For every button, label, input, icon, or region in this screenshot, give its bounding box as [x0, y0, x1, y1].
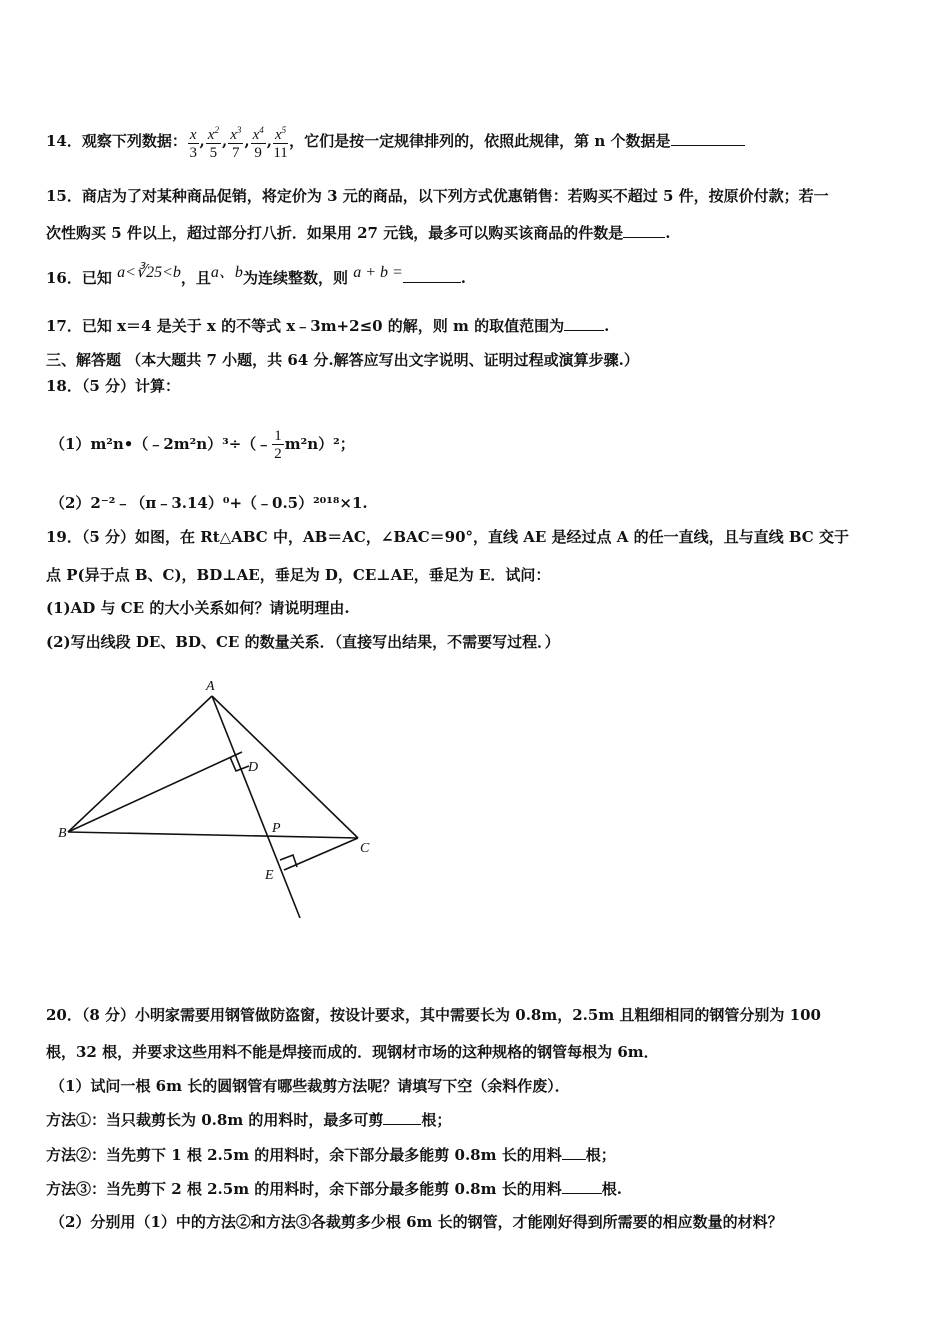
- q20-method3: [46, 1179, 622, 1199]
- q20-method2-blank[interactable]: [562, 1145, 586, 1160]
- q20-method1-end: 根；: [421, 1111, 452, 1129]
- line-CE: [284, 838, 358, 870]
- q14-fraction-exponent: 5: [281, 125, 287, 135]
- q14-fraction: [251, 122, 266, 162]
- q14-fraction-numerator: [273, 122, 288, 144]
- q14-tail: ，它们是按一定规律排列的，依照此规律，第 n 个数据是: [289, 132, 671, 150]
- q16-vars: a、b: [210, 264, 243, 281]
- q20-line2: 根，32 根，并要求这些用料不能是焊接而成的．现钢材市场的这种规格的钢管每根为 6m．: [46, 1043, 659, 1061]
- q19-sub2: (2)写出线段 DE、BD、CE 的数量关系．（直接写出结果，不需要写过程．）: [46, 633, 560, 651]
- q15-end: .: [665, 224, 671, 242]
- q14-fraction-denominator: 9: [254, 145, 262, 161]
- q15-line1: 15．商店为了对某种商品促销，将定价为 3 元的商品，以下列方式优惠销售：若购买不超过 5 件，按原价付款；若一: [46, 187, 829, 205]
- q14-fraction-denominator: 7: [232, 145, 240, 161]
- label-A: A: [206, 679, 215, 694]
- q14-answer-blank[interactable]: [671, 131, 745, 146]
- q16-mid2: 为连续整数，则: [242, 269, 348, 287]
- label-B: B: [58, 826, 67, 841]
- label-C: C: [360, 841, 370, 856]
- q16-lead: 16．已知: [46, 269, 112, 287]
- q15-text: 次性购买 5 件以上，超过部分打八折．如果用 27 元钱，最多可以购买该商品的件数是: [46, 224, 624, 242]
- q18-part1-fraction: [272, 428, 284, 463]
- q16-expression: a + b =: [353, 264, 403, 281]
- line-AE: [212, 696, 300, 918]
- q16-end: .: [460, 269, 467, 287]
- q18-part1-lead: （1）: [50, 435, 91, 453]
- q14-fraction-exponent: 3: [236, 125, 242, 135]
- q18-frac-num: 1: [274, 427, 282, 444]
- section-title: 三、解答题 （本大题共 7 小题，共 64 分.解答应写出文字说明、证明过程或演算步骤.）: [46, 351, 639, 369]
- q14-fraction: [188, 122, 199, 162]
- q20-sub1: （1）试问一根 6m 长的圆钢管有哪些裁剪方法呢？请填写下空（余料作废）．: [50, 1077, 570, 1095]
- label-E: E: [265, 868, 274, 883]
- q14-lead: 14．观察下列数据：: [46, 132, 187, 150]
- q18-part2: （2）2⁻²﹣（π﹣3.14）⁰+（﹣0.5）²⁰¹⁸×1.: [50, 494, 368, 512]
- q20-method2-end: 根；: [585, 1146, 616, 1164]
- q18-part1-expr-a: m²n•（﹣2m²n）³÷（﹣: [90, 435, 272, 453]
- q19-triangle-figure: [40, 670, 400, 940]
- label-D: D: [248, 760, 259, 775]
- q14-fraction-exponent: 4: [259, 125, 264, 135]
- q14-fraction-denominator: 3: [189, 145, 197, 161]
- q14-fraction: [206, 122, 221, 162]
- q20-method3-blank[interactable]: [562, 1179, 602, 1194]
- q18-part1-expr-b: m²n）²；: [284, 435, 355, 453]
- q19-line1: 19．（5 分）如图，在 Rt△ABC 中，AB＝AC，∠BAC＝90°，直线 AE 是经过点 A 的任一直线，且与直线 BC 交于: [46, 528, 849, 546]
- q14-fraction-denominator: 11: [273, 145, 288, 161]
- q16-inequality: a<∛25<b: [117, 264, 181, 281]
- q14-fraction: [228, 122, 243, 162]
- label-P: P: [272, 821, 281, 836]
- q17-line: [46, 316, 609, 336]
- q14-fraction-numerator: [206, 122, 221, 144]
- line-BC: [68, 832, 358, 838]
- q20-method2: [46, 1145, 616, 1165]
- q15-line2: [46, 223, 670, 243]
- q14-fraction-variable: x: [230, 127, 237, 143]
- q16-line: [46, 264, 467, 289]
- q20-method1-blank[interactable]: [383, 1110, 421, 1125]
- q19-sub1: (1)AD 与 CE 的大小关系如何？请说明理由.: [46, 599, 350, 617]
- q18-frac-den: 2: [274, 445, 282, 462]
- q14-separator: ,: [221, 132, 228, 150]
- line-BD: [68, 752, 242, 832]
- q20-method3-text: 方法③：当先剪下 2 根 2.5m 的用料时，余下部分最多能剪 0.8m 长的用料: [46, 1180, 562, 1198]
- q14-separator: ,: [244, 132, 250, 150]
- q16-mid: ，且: [180, 269, 211, 287]
- q14-separator: ,: [199, 132, 205, 150]
- q14-separator: ,: [266, 132, 272, 150]
- q14-fractions: [187, 125, 289, 161]
- q20-line1: 20．（8 分）小明家需要用钢管做防盗窗，按设计要求，其中需要长为 0.8m，2.5m 且粗细相同的钢管分别为 100: [46, 1006, 821, 1024]
- q20-method1: [46, 1110, 451, 1130]
- q14-line: [46, 122, 745, 162]
- q14-fraction-variable: x: [252, 127, 260, 143]
- q15-answer-blank[interactable]: [623, 223, 665, 238]
- q14-fraction-numerator: [188, 122, 199, 144]
- q14-fraction-variable: x: [207, 127, 215, 143]
- q14-fraction: [273, 122, 288, 162]
- q20-method1-text: 方法①：当只裁剪长为 0.8m 的用料时，最多可剪: [46, 1111, 384, 1129]
- q20-method2-text: 方法②：当先剪下 1 根 2.5m 的用料时，余下部分最多能剪 0.8m 长的用料: [46, 1146, 562, 1164]
- q16-answer-blank[interactable]: [403, 268, 461, 283]
- line-AB: [68, 696, 212, 832]
- q17-text: 17．已知 x＝4 是关于 x 的不等式 x﹣3m+2≤0 的解，则 m 的取值范围为: [46, 317, 565, 335]
- q17-end: .: [604, 317, 610, 335]
- q14-fraction-numerator: [228, 122, 243, 144]
- q17-answer-blank[interactable]: [564, 316, 604, 331]
- q19-line2: 点 P(异于点 B、C)，BD⊥AE，垂足为 D，CE⊥AE，垂足为 E．试问：: [46, 566, 551, 584]
- q14-fraction-variable: x: [275, 127, 282, 143]
- q18-part1: [50, 426, 355, 463]
- q20-sub2: （2）分别用（1）中的方法②和方法③各裁剪多少根 6m 长的钢管，才能刚好得到所需要的相应数量的材料？: [50, 1213, 783, 1231]
- q14-fraction-exponent: 2: [214, 125, 219, 135]
- q14-fraction-variable: x: [189, 127, 197, 143]
- q20-method3-end: 根.: [601, 1180, 622, 1198]
- q18-head: 18．（5 分）计算：: [46, 377, 181, 395]
- q14-fraction-numerator: [251, 122, 266, 144]
- q14-fraction-denominator: 5: [209, 145, 218, 161]
